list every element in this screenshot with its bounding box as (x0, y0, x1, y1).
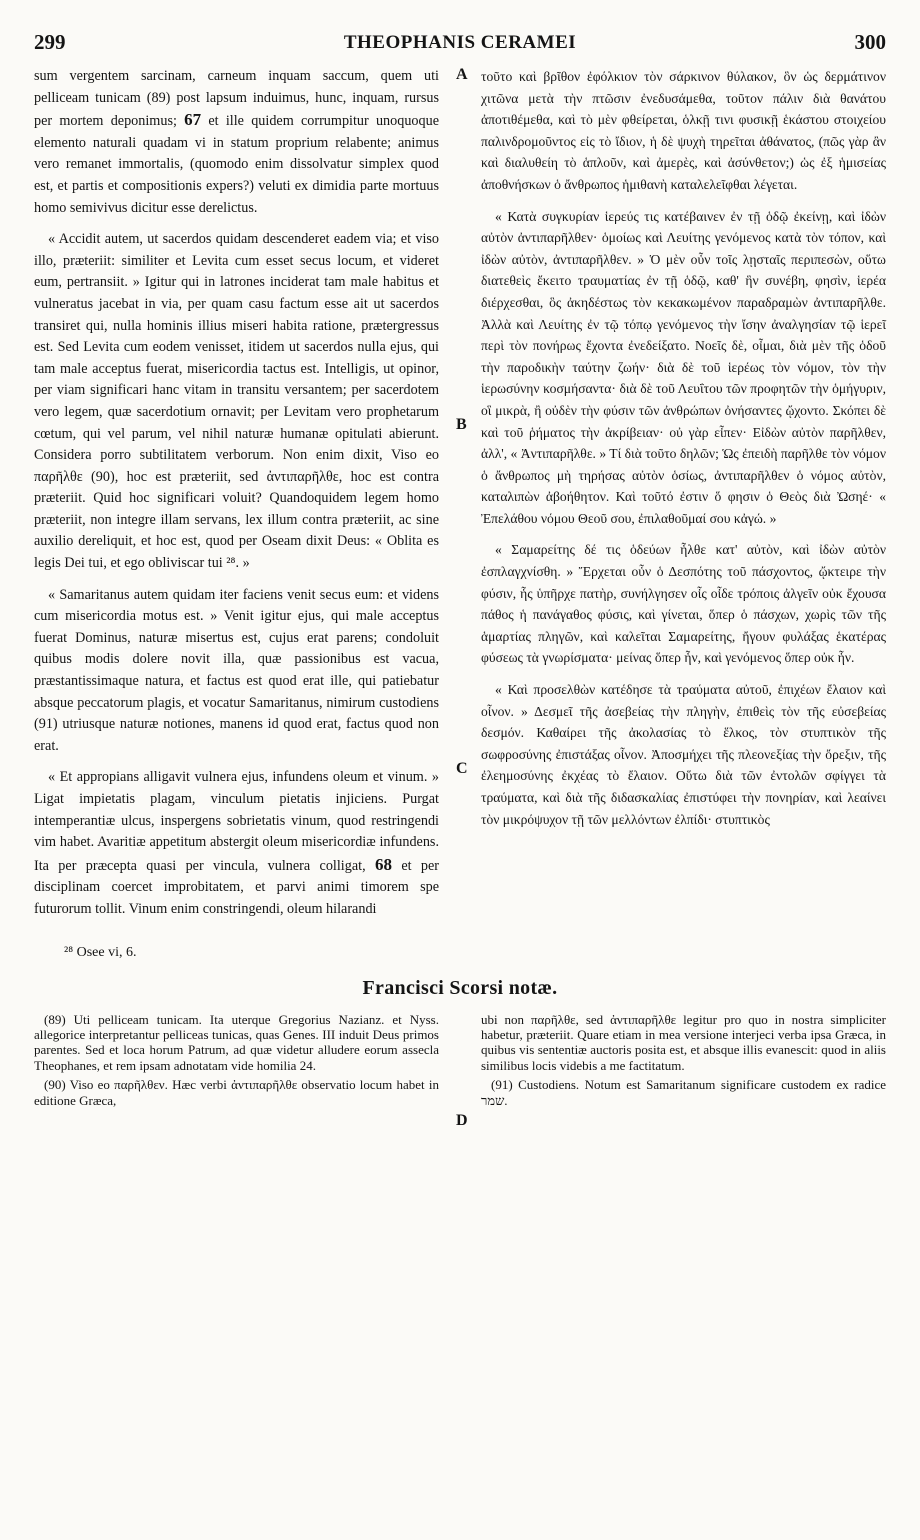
margin-letter-b: B (456, 416, 467, 433)
column-number: 68 (374, 854, 392, 874)
notes-section (34, 1012, 886, 1112)
notes-left-column (34, 1012, 439, 1112)
notes-right-column (481, 1012, 886, 1112)
latin-paragraph: « Accidit autem, ut sacerdos quidam descenderet eadem via; et viso illo, præteriit: similiter et Levita cum esset secus locum, et videret eum, pertransiit. » Igitur qui in latrones inciderat tam male habitus et vulneratus jacebat in via, per quam casu factum esse ait ut sacerdos transiret qui, nulla hominis illius miseri habita ratione, prætergressus est. Sed Levita cum eodem venisset, itidem ut sacerdos nulla ejus, qui tam male acceptus fuerat, misericordia tactus est. Intelligis, ut opinor, per viam significari hanc vitam in transitu versantem; per sacerdotem vero legem, quæ sacerdotium ornavit; per Levitam vero prophetarum cœtum, qui vel parum, vel nihil naturæ humanæ opitulati abierunt. Considera porro subtilitatem verborum. Non enim dixit, Viso eo παρῆλθε (90), hoc est præteriit, sed ἀντιπαρῆλθε, hoc est contra præteriit. Quid hoc significari voluit? Quandoquidem legem homo præteriit, non integre illam servans, lex illum contra præteriit, ac sine auxilio dereliquit, et hoc est, quod per Oseam dixit Deus: « Oblita es legis Dei tui, et ego obliviscar tui ²⁸. » (34, 231, 439, 572)
latin-column (34, 66, 439, 931)
footnote: ²⁸ Osee vi, 6. (64, 944, 137, 960)
page-header (34, 30, 886, 60)
margin-letter-d: D (456, 1112, 468, 1129)
greek-paragraph: « Κατὰ συγκυρίαν ἱερεύς τις κατέβαινεν ἐν τῇ ὁδῷ ἐκείνῃ, καὶ ἰδὼν αὐτὸν ἀντιπαρῆλθεν· ὁμοίως καὶ Λευίτης γενόμενος κατὰ τὸν τόπον, καὶ ἰδὼν αὐτὸν, ἀντιπαρῆλθεν. » Ὁ μὲν οὖν τοῖς λῃσταῖς περιπεσὼν, οὕτω διατεθεὶς ἔκειτο τραυματίας ἐν τῇ ὁδῷ, καθ' ἣν συνέβη, φησὶν, ἱερέα διέρχεσθαι, ὃς ἀκηδέστως τὸν κεκακωμένον παραδραμὼν ἀντιπαρῆλθε. Ἀλλὰ καὶ Λευίτης ἐν τῷ τόπῳ γενόμενος τὴν ἴσην ἀναλγησίαν τῷ ἱερεῖ περὶ τὸν πονήρως ἔχοντα ἐνεδείξατο. Νοεῖς δὲ, οἶμαι, διὰ μὲν τῆς ὁδοῦ τὴν παροδικὴν ταύτην ζωήν· διὰ δὲ τοῦ ἱερέως τὸν νόμον, τὸν τὴν ἱερωσύνην κοσμήσαντα· διὰ δὲ τοῦ Λευΐτου τῶν προφητῶν τὴν ὁμήγυριν, οἳ μικρὰ, ἢ οὐδὲν τὴν φύσιν τῶν ἀνθρώπων ὀνήσαντες ᾤχοντο. Σκόπει δὲ καὶ τοῦ ῥήματος τὴν ἀκρίβειαν· οὐ γὰρ εἶπεν· Εἰδὼν αὐτὸν παρῆλθεν, ἀλλ', « Ἀντιπαρῆλθε. » Τί διὰ τοῦτο δηλῶν; Ὡς ἐπειδὴ παρῆλθε τὸν νόμον ὁ ἄνθρωπος μὴ τηρήσας αὐτὸν ὁσίως, ἀντιπαρῆλθεν ὁ νόμος αὐτὸν, καταλιπὼν ἀβοήθητον. Καὶ τοῦτό ἐστιν ὅ φησιν ὁ Θεὸς διὰ Ὠσηέ· « Ἐπελάθου νόμου Θεοῦ σου, ἐπιλαθοῦμαί σου κἀγώ. » (481, 208, 886, 526)
latin-paragraph: « Samaritanus autem quidam iter faciens venit secus eum: et videns cum misericordia motus est. » Venit igitur ejus, qui male acceptus fuerat Dominus, naturæ misertus est, cujus erat parens; condoluit quibus modis dolere novit illa, quæ passionibus est vacua, præstantissimaque natura, et factus est quod erat ille, qui patiebatur absque peccatorum plagis, et vocatur Samaritanus, nimirum custodiens (91) utriusque naturæ notiones, manens id quod erat, factus quod non erat. (34, 586, 439, 754)
greek-column (481, 66, 886, 931)
greek-paragraph: « Σαμαρείτης δέ τις ὁδεύων ἦλθε κατ' αὐτὸν, καὶ ἰδὼν αὐτὸν ἐσπλαγχνίσθη. » Ἔρχεται οὖν ὁ Δεσπότης τοῦ πάσχοντος, ᾤκτειρε τὴν φύσιν, ἧς ὑπῆρχε πατὴρ, συνήλγησεν οἷς οἶδε τρόποις ἀλγεῖν οὐκ ἔχουσα πάθος ἡ πανάγαθος φύσις, καὶ γίνεται, ὅπερ ὁ πάσχων, χωρὶς τῶν τῆς ἁμαρτίας πληγῶν, καὶ καλεῖται Σαμαρείτης, ἤγουν φυλάξας ἑκατέρας φύσεως τὰ γνωρίσματα· μείνας ὅπερ ἦν, καὶ γενόμενος ὅπερ οὐκ ἦν. (481, 542, 886, 666)
notes-title: Francisci Scorsi notæ. (362, 976, 558, 999)
right-page-number: 300 (854, 30, 886, 54)
greek-paragraph: τοῦτο καὶ βρῖθον ἐφόλκιον τὸν σάρκινον θύλακον, ὃν ὡς δερμάτινον χιτῶνα μετὰ τὴν πτῶσιν ἐνεδυσάμεθα, τοῦτον πάλιν διὰ θανάτου ἀποτιθέμεθα, καὶ τὸ μὲν φθείρεται, ὁλκῇ τινι φυσικῇ ἑκάστου στοιχείου παλινδρομοῦντος εἰς τὸ ἴδιον, ἡ δὲ ψυχὴ τηρεῖται ἀθάνατος, (πῶς γὰρ ἂν καὶ διαλυθείη τὸ ἁπλοῦν, καὶ ἀμερὲς, καὶ ἀσύνθετον;) ὡς ἐξ ἡμισείας ἀποθνήσκων ὁ ἄνθρωπος ἡμιθανὴ καταλελεῖφθαι λέγεται. (481, 69, 886, 192)
latin-paragraph: « Et appropians alligavit vulnera ejus, infundens oleum et vinum. » Ligat impietatis plagam, vinculum pietatis injiciens. Purgat intemperantiæ ulcus, inspergens sobrietatis vinum, quod restringendi vim habet. Avaritiæ appetitum abstergit oleum misericordiæ infundens. Ita per præcepta quasi per vincula, vulnera colligat, 68 et per disciplinam coercet improbitatem, et parvi animi timorem spe futurorum tollit. Vinum enim constringendi, oleum hilarandi (34, 769, 440, 917)
running-head: THEOPHANIS CERAMEI (343, 32, 577, 53)
greek-paragraph: « Καὶ προσελθὼν κατέδησε τὰ τραύματα αὐτοῦ, ἐπιχέων ἔλαιον καὶ οἶνον. » Δεσμεῖ τῆς ἀσεβείας τὴν πληγὴν, ἐπιθεὶς τὸν τῆς εὐσεβείας δεσμόν. Καθαίρει τῆς ἀκολασίας τὸ ἕλκος, τὸν στυπτικὸν τῆς σωφροσύνης ἐπιστάξας οἶνον. Ἀποσμήχει τῆς πλεονεξίας τὴν ὄρεξιν, τῆς ἐλεημοσύνης ἐκχέας τὸ ἔλαιον. Οὕτω διὰ τῶν ἐντολῶν σφίγγει τὰ τραύματα, καὶ διὰ τῆς διδασκαλίας ἐπιστύφει τὴν πονηρίαν, καὶ λεαίνει τὸν μικρόψυχον τῇ τῶν μελλόντων ἐλπίδι· στυπτικὸς (481, 682, 886, 827)
margin-letter-c: C (456, 760, 468, 777)
note-90-continued: ubi non παρῆλθε, sed ἀντιπαρῆλθε legitur pro quo in nostra simpliciter habetur, præteriit. Quare etiam in mea versione interjeci verba ipsa Græca, in quibus vis sententiæ auctoris posita est, et absque illis evanescit: quod in aliis similibus locis videbis a me factitatum. (481, 1011, 886, 1073)
note-90: (90) Viso eo παρῆλθεν. Hæc verbi ἀντιπαρῆλθε observatio locum habet in editione Græca, (34, 1077, 439, 1108)
text-columns (34, 66, 886, 931)
note-91: (91) Custodiens. Notum est Samaritanum significare custodem ex radice שמר. (481, 1077, 886, 1108)
left-page-number: 299 (34, 30, 66, 54)
margin-letter-a: A (456, 66, 468, 83)
latin-paragraph: sum vergentem sarcinam, carneum inquam saccum, quem uti pelliceam tunicam (89) post lapsum induimus, hunc, inquam, rursus per mortem deponimus; 67 et ille quidem corrumpitur unoquoque elemento naturali quadam vi in statum proprium relabente; animus vero remanet immortalis, (quomodo enim dissolvatur simplex quod est, et partis et compositionis expers?) veluti ex dimidia parte mortuus homo semivivus dicitur esse derelictus. (34, 68, 440, 216)
column-number: 67 (184, 110, 202, 130)
note-89: (89) Uti pelliceam tunicam. Ita uterque Gregorius Nazianz. et Nyss. allegorice interpretantur pelliceas tunicas, quas Genes. III induit Deus primos parentes. Sed et loca horum Patrum, ad quæ videtur alludere eorum assecla Theophanes, et rem ipsam adnotatam vide homilia 24. (34, 1011, 439, 1073)
